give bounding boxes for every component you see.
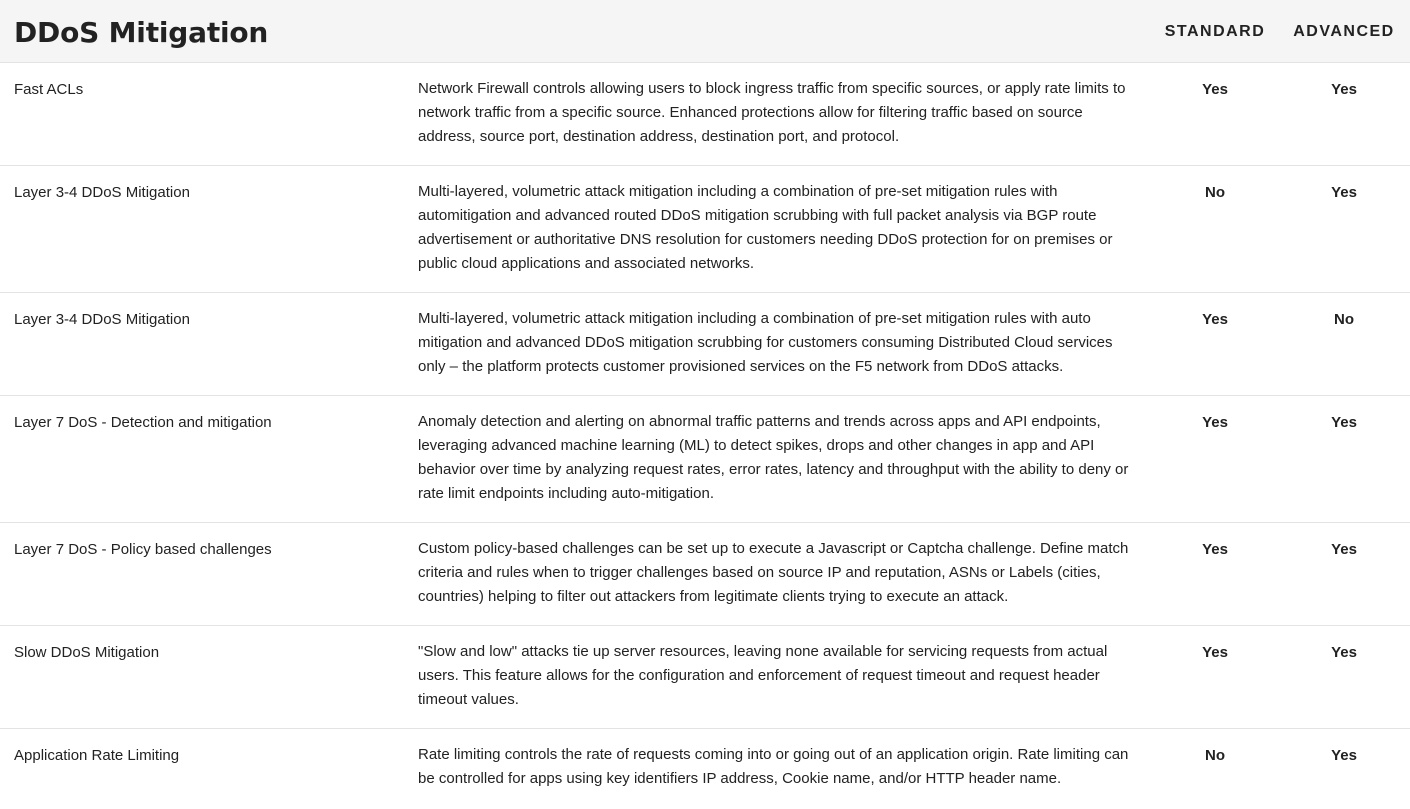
advanced-value: Yes bbox=[1331, 81, 1357, 98]
standard-value: Yes bbox=[1202, 644, 1228, 661]
feature-name: Layer 7 DoS - Detection and mitigation bbox=[14, 414, 272, 431]
table-row bbox=[0, 63, 1410, 166]
feature-name: Application Rate Limiting bbox=[14, 747, 180, 764]
column-header-advanced: ADVANCED bbox=[1293, 23, 1395, 40]
standard-value: Yes bbox=[1202, 541, 1228, 558]
standard-value: Yes bbox=[1202, 81, 1228, 98]
standard-value: No bbox=[1205, 747, 1225, 764]
advanced-value: Yes bbox=[1331, 184, 1357, 201]
section-title: DDoS Mitigation bbox=[14, 16, 269, 49]
advanced-value: No bbox=[1334, 311, 1354, 328]
advanced-value: Yes bbox=[1331, 414, 1357, 431]
feature-name: Slow DDoS Mitigation bbox=[14, 644, 160, 661]
advanced-value: Yes bbox=[1331, 541, 1357, 558]
table-row bbox=[0, 626, 1410, 729]
feature-name: Fast ACLs bbox=[14, 81, 84, 98]
feature-description: Custom policy-based challenges can be set up to execute a Javascript or Captcha challenge. Define match criteria and rules when to trigger challenges based on source IP and reputation, ASNs or Labels (cities, countries) helping to filter out attackers from legitimate clients trying to execute an attack. bbox=[418, 540, 1129, 605]
feature-description: Rate limiting controls the rate of requests coming into or going out of an application origin. Rate limiting can be controlled for apps using key identifiers IP address, Cookie name, and/or HTTP header name. bbox=[418, 746, 1129, 787]
feature-name: Layer 3-4 DDoS Mitigation bbox=[14, 184, 190, 201]
section-header bbox=[0, 0, 1410, 63]
table-row bbox=[0, 523, 1410, 626]
feature-description: "Slow and low" attacks tie up server resources, leaving none available for servicing requests from actual users. This feature allows for the configuration and enforcement of request timeout and request header timeout values. bbox=[418, 643, 1108, 708]
feature-description: Network Firewall controls allowing users to block ingress traffic from specific sources, or apply rate limits to network traffic from a specific source. Enhanced protections allow for filtering traffic based on source address, source port, destination address, destination port, and protocol. bbox=[418, 80, 1126, 145]
table-row bbox=[0, 396, 1410, 523]
feature-description: Multi-layered, volumetric attack mitigation including a combination of pre-set mitigation rules with automitigation and advanced routed DDoS mitigation scrubbing with full packet analysis via BGP route advertisement or authoritative DNS resolution for customers needing DDoS protection for on premises or public cloud applications and associated networks. bbox=[418, 183, 1113, 272]
table-row bbox=[0, 293, 1410, 396]
feature-name: Layer 7 DoS - Policy based challenges bbox=[14, 541, 272, 558]
feature-description: Anomaly detection and alerting on abnormal traffic patterns and trends across apps and API endpoints, leveraging advanced machine learning (ML) to detect spikes, drops and other changes in app and API behavior over time by analyzing request rates, error rates, latency and throughput with the ability to deny or rate limit endpoints including auto-mitigation. bbox=[418, 413, 1129, 502]
feature-description: Multi-layered, volumetric attack mitigation including a combination of pre-set mitigation rules with auto mitigation and advanced DDoS mitigation scrubbing for customers consuming Distributed Cloud services only – the platform protects customer provisioned services on the F5 network from DDoS attacks. bbox=[418, 310, 1113, 375]
standard-value: Yes bbox=[1202, 414, 1228, 431]
column-header-standard: STANDARD bbox=[1164, 23, 1266, 40]
table-row bbox=[0, 166, 1410, 293]
standard-value: No bbox=[1205, 184, 1225, 201]
standard-value: Yes bbox=[1202, 311, 1228, 328]
feature-name: Layer 3-4 DDoS Mitigation bbox=[14, 311, 190, 328]
feature-table bbox=[0, 63, 1410, 807]
table-row bbox=[0, 729, 1410, 807]
advanced-value: Yes bbox=[1331, 747, 1357, 764]
advanced-value: Yes bbox=[1331, 644, 1357, 661]
